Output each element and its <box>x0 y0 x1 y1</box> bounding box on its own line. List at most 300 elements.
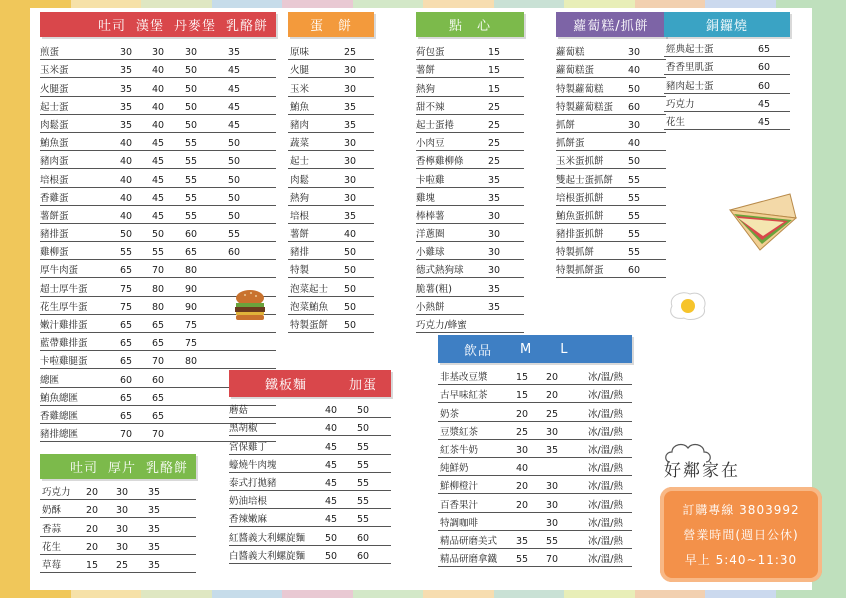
item-name: 熱狗 <box>416 83 436 95</box>
item-price: 60 <box>758 62 771 74</box>
menu-row <box>288 260 374 278</box>
large-price: 30 <box>546 426 559 438</box>
menu-row <box>416 224 524 242</box>
teppan-price: 50 <box>325 550 338 562</box>
teppan-noodles-section <box>229 370 391 564</box>
item-name: 純鮮奶 <box>440 463 469 475</box>
drinks-l-label: L <box>560 341 569 357</box>
thick-price: 30 <box>116 541 129 553</box>
menu-row <box>438 403 632 421</box>
toast-price: 65 <box>120 320 133 331</box>
egg-cake-title: 蛋 餅 <box>309 19 352 34</box>
item-name: 薯餅蛋 <box>40 210 69 222</box>
teppan-price: 45 <box>325 496 338 508</box>
add-egg-label: 加蛋 <box>348 378 377 393</box>
item-price: 30 <box>344 192 357 204</box>
menu-row <box>556 42 666 60</box>
temperature-options: 冰/溫/熱 <box>588 408 623 420</box>
menu-row <box>40 169 276 187</box>
dorayaki-title: 銅鑼燒 <box>705 19 748 34</box>
menu-row <box>40 188 276 206</box>
menu-row <box>556 151 666 169</box>
order-phone: 訂購專線 3803992 <box>682 503 800 517</box>
toast-price: 75 <box>120 301 133 313</box>
snacks-title: 點 心 <box>448 19 491 34</box>
menu-row <box>416 42 524 60</box>
menu-row <box>416 206 524 224</box>
item-name: 泰式打拋豬 <box>229 477 277 489</box>
item-name: 巧克力 <box>42 487 71 499</box>
item-price: 50 <box>344 320 357 331</box>
item-name: 嫩汁雞排蛋 <box>40 320 88 331</box>
medium-price: 20 <box>516 481 529 493</box>
item-name: 熱狗 <box>290 192 310 204</box>
item-name: 脆薯(粗) <box>416 283 452 295</box>
menu-row <box>40 260 276 278</box>
toast-price: 65 <box>120 392 133 404</box>
menu-row <box>40 224 276 242</box>
menu-row <box>556 115 666 133</box>
item-name: 德式熱狗球 <box>416 265 464 277</box>
item-price: 60 <box>628 101 641 113</box>
menu-row <box>40 555 196 573</box>
item-price: 40 <box>628 138 641 150</box>
menu-row <box>416 297 524 315</box>
item-name: 香香里肌蛋 <box>666 62 714 74</box>
item-price: 30 <box>628 119 641 131</box>
item-name: 白醬義大利螺旋麵 <box>229 550 306 562</box>
item-name: 豬排蛋 <box>40 229 69 241</box>
item-price: 30 <box>488 229 501 241</box>
item-name: 鮪魚蛋抓餅 <box>556 210 604 222</box>
menu-row <box>40 500 196 518</box>
item-name: 總匯 <box>40 374 60 386</box>
item-name: 薯餅 <box>416 65 436 77</box>
item-name: 蘿蔔糕蛋 <box>556 65 595 77</box>
toast-price: 40 <box>152 65 165 77</box>
toast-price: 55 <box>185 156 198 168</box>
thick-price: 35 <box>148 559 161 571</box>
item-price: 40 <box>628 65 641 77</box>
item-name: 精品研磨美式 <box>440 535 498 547</box>
toast-price: 30 <box>152 47 165 59</box>
contact-info-panel <box>660 487 822 582</box>
item-price: 35 <box>488 301 501 313</box>
item-name: 超士厚牛蛋 <box>40 283 88 295</box>
item-price: 30 <box>344 174 357 186</box>
menu-row <box>664 94 790 112</box>
item-name: 玉米 <box>290 83 310 95</box>
temperature-options: 冰/溫/熱 <box>588 499 623 511</box>
item-price: 50 <box>344 283 357 295</box>
menu-row <box>416 60 524 78</box>
menu-row <box>556 60 666 78</box>
business-hours: 早上 5:40~11:30 <box>684 553 798 567</box>
item-name: 泡菜起士 <box>290 283 329 295</box>
toast-price: 50 <box>228 192 241 204</box>
item-price: 30 <box>344 83 357 95</box>
large-price: 20 <box>546 390 559 402</box>
radish-cake-header <box>556 12 666 37</box>
toast-price: 30 <box>185 47 198 59</box>
temperature-options: 冰/溫/熱 <box>588 554 623 566</box>
menu-row <box>664 39 790 57</box>
item-price: 45 <box>758 116 771 128</box>
item-name: 奶酥 <box>42 505 62 517</box>
thick-price: 20 <box>86 541 99 553</box>
menu-row <box>438 440 632 458</box>
menu-row <box>229 509 391 527</box>
menu-row <box>40 333 276 351</box>
item-price: 35 <box>488 192 501 204</box>
menu-row <box>40 482 196 500</box>
thick-toast-list <box>40 482 196 573</box>
snacks-section <box>416 12 524 333</box>
item-price: 40 <box>344 229 357 241</box>
toast-price: 70 <box>152 265 165 277</box>
egg-cake-section <box>288 12 374 333</box>
item-name: 古早味紅茶 <box>440 390 488 402</box>
menu-row <box>416 169 524 187</box>
item-price: 45 <box>758 98 771 110</box>
menu-row <box>438 458 632 476</box>
item-name: 雞柳蛋 <box>40 247 69 259</box>
medium-price: 25 <box>516 426 529 438</box>
toast-price: 60 <box>228 247 241 259</box>
item-name: 薯餅 <box>290 229 310 241</box>
thick-price: 35 <box>148 541 161 553</box>
toast-price: 40 <box>120 210 133 222</box>
temperature-options: 冰/溫/熱 <box>588 426 623 438</box>
item-price: 30 <box>488 210 501 222</box>
toast-price: 40 <box>120 174 133 186</box>
item-price: 65 <box>758 44 771 56</box>
item-name: 經典起士蛋 <box>666 44 714 56</box>
item-name: 培根蛋抓餅 <box>556 192 604 204</box>
toast-price: 35 <box>120 83 133 95</box>
menu-row <box>40 537 196 555</box>
temperature-options: 冰/溫/熱 <box>588 481 623 493</box>
menu-row <box>40 242 276 260</box>
item-price: 15 <box>488 65 501 77</box>
toast-price: 35 <box>120 119 133 131</box>
thick-price: 35 <box>148 523 161 535</box>
thick-price: 25 <box>116 559 129 571</box>
menu-row <box>288 97 374 115</box>
item-price: 25 <box>344 47 357 59</box>
thick-price: 20 <box>86 487 99 499</box>
toast-price: 65 <box>152 410 165 422</box>
item-name: 肉鬆蛋 <box>40 119 69 131</box>
toast-price: 45 <box>228 65 241 77</box>
item-price: 25 <box>488 156 501 168</box>
medium-price: 40 <box>516 463 529 475</box>
thick-cheese-label: 乳酪餅 <box>145 461 188 476</box>
item-name: 玉米蛋抓餅 <box>556 156 604 168</box>
item-name: 特製抓餅蛋 <box>556 265 604 277</box>
toast-price: 55 <box>185 138 198 150</box>
item-name: 火腿蛋 <box>40 83 69 95</box>
item-name: 雙起士蛋抓餅 <box>556 174 614 186</box>
item-name: 培根 <box>290 210 310 222</box>
item-name: 玉米蛋 <box>40 65 69 77</box>
toast-price: 70 <box>120 429 133 441</box>
toast-price: 80 <box>152 283 165 295</box>
item-name: 卡啦雞腿蛋 <box>40 356 88 368</box>
menu-row <box>664 112 790 130</box>
item-price: 50 <box>628 156 641 168</box>
large-price: 70 <box>546 554 559 566</box>
temperature-options: 冰/溫/熱 <box>588 535 623 547</box>
item-name: 香雞總匯 <box>40 410 79 422</box>
toast-price: 55 <box>185 210 198 222</box>
drinks-section <box>438 335 632 567</box>
menu-row <box>556 224 666 242</box>
item-price: 35 <box>344 101 357 113</box>
teppan-price: 55 <box>357 459 370 471</box>
danish-header-label: 丹麥堡 <box>173 19 216 34</box>
item-price: 25 <box>488 101 501 113</box>
menu-row <box>40 518 196 536</box>
item-name: 洋蔥圈 <box>416 229 445 241</box>
drinks-m-label: M <box>520 341 533 357</box>
toast-price: 40 <box>120 192 133 204</box>
menu-row <box>664 57 790 75</box>
menu-row <box>40 351 276 369</box>
menu-row <box>438 476 632 494</box>
item-name: 特製抓餅 <box>556 247 595 259</box>
medium-price: 20 <box>516 499 529 511</box>
menu-row <box>288 278 374 296</box>
item-name: 宮保雞丁 <box>229 441 268 453</box>
dorayaki-list <box>664 39 790 130</box>
menu-row <box>288 242 374 260</box>
teppan-price: 45 <box>325 441 338 453</box>
toast-price: 50 <box>185 83 198 95</box>
item-name: 巧克力/蜂蜜 <box>416 320 467 331</box>
menu-row <box>556 206 666 224</box>
dorayaki-header <box>664 12 790 37</box>
toast-price: 50 <box>152 229 165 241</box>
item-name: 原味 <box>290 47 310 59</box>
item-name: 雞塊 <box>416 192 436 204</box>
thick-toast-header <box>40 454 196 479</box>
item-price: 55 <box>628 247 641 259</box>
item-name: 紅醬義大利螺旋麵 <box>229 532 306 544</box>
brand-name: 好鄰家在 <box>664 461 740 481</box>
medium-price: 35 <box>516 535 529 547</box>
item-name: 香辣嫩麻 <box>229 514 268 526</box>
toast-price: 50 <box>228 156 241 168</box>
menu-row <box>40 151 276 169</box>
item-name: 鮪魚總匯 <box>40 392 79 404</box>
menu-row <box>40 78 276 96</box>
dorayaki-section <box>664 12 790 130</box>
item-name: 豬排總匯 <box>40 429 79 441</box>
toast-price: 65 <box>120 356 133 368</box>
toast-price: 35 <box>120 65 133 77</box>
item-name: 鮪魚蛋 <box>40 138 69 150</box>
item-name: 厚牛肉蛋 <box>40 265 79 277</box>
menu-row <box>438 531 632 549</box>
toast-price: 50 <box>228 174 241 186</box>
item-price: 55 <box>628 210 641 222</box>
toast-price: 45 <box>228 83 241 95</box>
item-name: 甜不辣 <box>416 101 445 113</box>
menu-row <box>229 400 391 418</box>
menu-row <box>416 151 524 169</box>
menu-row <box>416 242 524 260</box>
menu-row <box>438 422 632 440</box>
item-name: 鮪魚 <box>290 101 310 113</box>
item-price: 15 <box>488 83 501 95</box>
item-name: 豆漿紅茶 <box>440 426 479 438</box>
toast-price: 70 <box>152 429 165 441</box>
item-name: 蠔燒牛肉塊 <box>229 459 277 471</box>
toast-price: 80 <box>185 356 198 368</box>
toast-price: 50 <box>185 65 198 77</box>
menu-row <box>416 315 524 333</box>
teppan-title: 鐵板麵 <box>265 378 308 393</box>
temperature-options: 冰/溫/熱 <box>588 390 623 402</box>
menu-row <box>438 513 632 531</box>
teppan-price: 55 <box>357 441 370 453</box>
toast-price: 65 <box>152 338 165 350</box>
toast-price: 55 <box>120 247 133 259</box>
radish-cake-title: 蘿蔔糕/抓餅 <box>573 19 649 34</box>
toast-price: 90 <box>185 301 198 313</box>
toast-price: 75 <box>185 320 198 331</box>
item-price: 60 <box>758 80 771 92</box>
toast-price: 65 <box>152 320 165 331</box>
temperature-options: 冰/溫/熱 <box>588 372 623 384</box>
menu-row <box>288 60 374 78</box>
egg-cake-header <box>288 12 374 37</box>
toast-price: 55 <box>185 174 198 186</box>
toast-price: 45 <box>152 156 165 168</box>
menu-row <box>229 491 391 509</box>
thick-price: 20 <box>86 505 99 517</box>
item-name: 草莓 <box>42 559 62 571</box>
item-name: 黑胡椒 <box>229 423 258 435</box>
thick-price: 35 <box>148 487 161 499</box>
toast-price: 90 <box>185 283 198 295</box>
drinks-list <box>438 367 632 567</box>
item-price: 30 <box>344 138 357 150</box>
menu-row <box>40 115 276 133</box>
item-name: 豬肉蛋 <box>40 156 69 168</box>
medium-price: 55 <box>516 554 529 566</box>
snacks-header <box>416 12 524 37</box>
burger-icon <box>232 288 268 324</box>
teppan-price: 60 <box>357 532 370 544</box>
item-price: 25 <box>488 138 501 150</box>
toast-price: 45 <box>152 138 165 150</box>
toast-price: 45 <box>152 210 165 222</box>
temperature-options: 冰/溫/熱 <box>588 517 623 529</box>
teppan-price: 55 <box>357 514 370 526</box>
menu-row <box>288 115 374 133</box>
item-name: 起士蛋捲 <box>416 119 455 131</box>
teppan-header <box>229 370 391 397</box>
item-name: 肉鬆 <box>290 174 310 186</box>
item-price: 35 <box>488 174 501 186</box>
item-price: 35 <box>344 210 357 222</box>
drinks-header <box>438 335 632 363</box>
teppan-price: 60 <box>357 550 370 562</box>
toast-price: 65 <box>120 265 133 277</box>
medium-price: 15 <box>516 390 529 402</box>
menu-row <box>288 297 374 315</box>
menu-row <box>556 242 666 260</box>
item-price: 30 <box>488 265 501 277</box>
toast-price: 55 <box>185 192 198 204</box>
large-price: 25 <box>546 408 559 420</box>
toast-price: 45 <box>228 101 241 113</box>
thick-price: 30 <box>116 505 129 517</box>
toast-price: 45 <box>228 119 241 131</box>
menu-row <box>288 169 374 187</box>
teppan-price: 45 <box>325 477 338 489</box>
toast-price: 65 <box>152 392 165 404</box>
item-name: 豬排蛋抓餅 <box>556 229 604 241</box>
item-name: 紅茶牛奶 <box>440 444 479 456</box>
teppan-price: 50 <box>357 405 370 417</box>
item-name: 小雞球 <box>416 247 445 259</box>
item-name: 抓餅蛋 <box>556 138 585 150</box>
menu-row <box>416 260 524 278</box>
toast-price: 80 <box>185 265 198 277</box>
item-name: 泡菜鮪魚 <box>290 301 329 313</box>
item-name: 豬肉 <box>290 119 310 131</box>
menu-row <box>229 546 391 564</box>
thick-slice-label: 厚片 <box>107 461 136 476</box>
item-name: 非基改豆漿 <box>440 372 488 384</box>
toast-price: 50 <box>120 229 133 241</box>
item-price: 50 <box>344 265 357 277</box>
large-price: 20 <box>546 372 559 384</box>
toast-price: 80 <box>152 301 165 313</box>
menu-row <box>229 436 391 454</box>
item-name: 小熱餅 <box>416 301 445 313</box>
item-name: 蘑菇 <box>229 405 249 417</box>
thick-price: 30 <box>116 487 129 499</box>
item-name: 特製蘿蔔糕 <box>556 83 604 95</box>
item-name: 花生 <box>42 541 62 553</box>
toast-price: 40 <box>152 119 165 131</box>
thick-price: 35 <box>148 505 161 517</box>
thick-toast-section <box>40 454 196 573</box>
menu-row <box>229 455 391 473</box>
item-name: 棒棒薯 <box>416 210 445 222</box>
item-price: 30 <box>344 156 357 168</box>
toast-price: 30 <box>120 47 133 59</box>
item-name: 香蒜 <box>42 523 62 535</box>
menu-row <box>556 133 666 151</box>
item-name: 香雞蛋 <box>40 192 69 204</box>
toast-price: 65 <box>120 410 133 422</box>
teppan-price: 45 <box>325 459 338 471</box>
menu-row <box>416 188 524 206</box>
menu-row <box>416 115 524 133</box>
toast-header-label: 吐司 <box>97 19 126 34</box>
menu-row <box>40 206 276 224</box>
menu-row <box>438 385 632 403</box>
item-price: 30 <box>344 65 357 77</box>
item-price: 50 <box>628 83 641 95</box>
burger-header-label: 漢堡 <box>135 19 164 34</box>
teppan-price: 50 <box>325 532 338 544</box>
